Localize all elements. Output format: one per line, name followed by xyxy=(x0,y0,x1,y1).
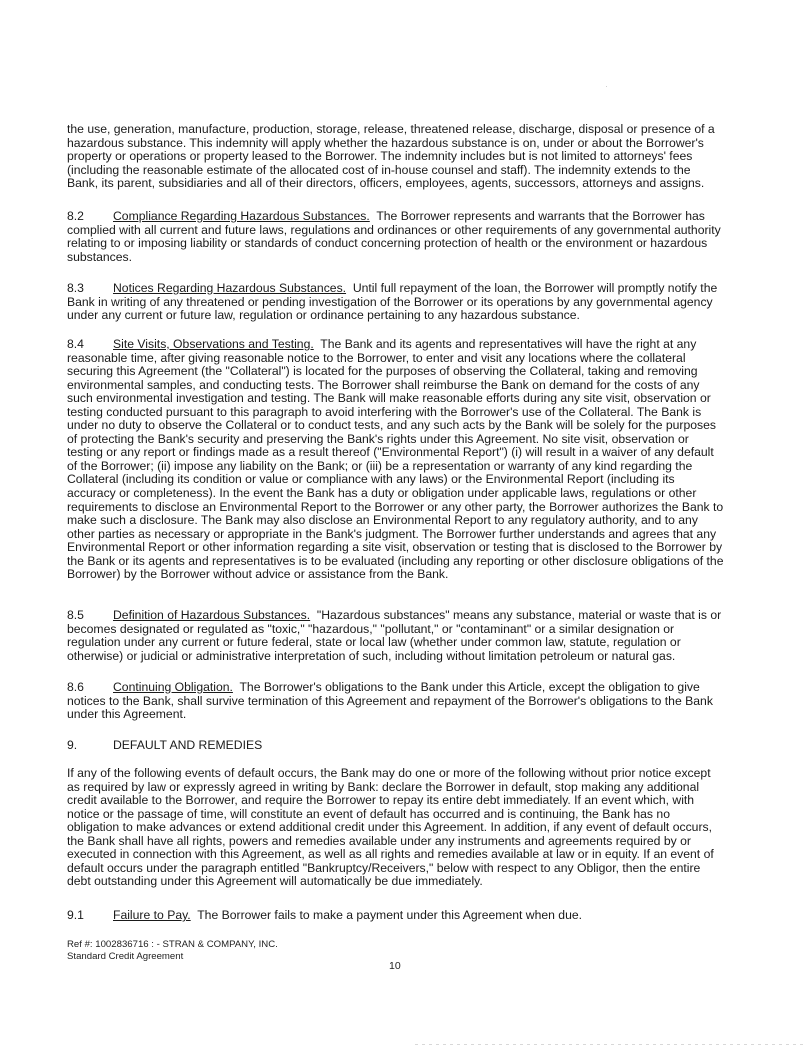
section-8-2 xyxy=(67,210,757,264)
text-line: The Borrower fails to make a payment under this Agreement when due. xyxy=(190,908,583,922)
text-line: securing this Agreement (the "Collateral") is located for the purposes of observing the Collateral, taking and removing xyxy=(67,364,698,379)
section-number: 8.3 xyxy=(67,281,84,295)
text-line: The Bank and its agents and representatives will have the right at any xyxy=(313,337,697,351)
section-heading: Compliance Regarding Hazardous Substances. xyxy=(113,209,370,223)
article-9-paragraph xyxy=(67,767,757,889)
text-line: substances. xyxy=(67,249,133,264)
text-line: testing conducted pursuant to this paragraph to avoid interfering with the Borrower's use of the Collateral. The Bank is xyxy=(67,404,702,419)
text-line: testing or any report or findings made as a result thereof ("Environmental Report") (i) will result in a waiver of any default xyxy=(67,445,714,460)
section-heading: Definition of Hazardous Substances. xyxy=(113,608,311,622)
text-line: relating to or imposing liability or standards of conduct concerning protection of health or the environment or hazardous xyxy=(67,236,708,251)
text-line: under any current or future law, regulation or ordinance pertaining to any hazardous substance. xyxy=(67,308,580,323)
section-heading: Continuing Obligation. xyxy=(113,680,233,694)
text-line: The Borrower's obligations to the Bank under this Article, except the obligation to give xyxy=(232,680,700,694)
text-line: under no duty to observe the Collateral or to conduct tests, and any such acts by the Bank will be solely for the purposes xyxy=(67,418,717,433)
text-line: Environmental Report or other information regarding a site visit, observation or testing that is disclosed to the Borrower by xyxy=(67,540,723,555)
text-line: Borrower) by the Borrower without advice or assistance from the Bank. xyxy=(67,567,449,582)
article-9-heading xyxy=(67,739,757,753)
text-line: notices to the Bank, shall survive termination of this Agreement and repayment of the Borrower's obligations to the Bank xyxy=(67,693,713,708)
section-heading: Site Visits, Observations and Testing. xyxy=(113,337,314,351)
section-heading: Failure to Pay. xyxy=(113,908,191,922)
text-line: credit available to the Borrower, and require the Borrower to repay its entire debt immediately. If an event which, with xyxy=(67,793,695,808)
footer-doc-title: Standard Credit Agreement xyxy=(67,950,184,962)
text-line: debt outstanding under this Agreement will automatically be due immediately. xyxy=(67,874,483,889)
section-8-4 xyxy=(67,338,757,582)
text-line: of the Borrower; (ii) impose any liability on the Bank; or (iii) be a representation or warranty of any kind regarding the xyxy=(67,458,693,473)
scan-artifact xyxy=(415,1044,805,1045)
text-line: Bank in writing of any threatened or pending investigation of the Borrower or its operations by any governmental agency xyxy=(67,294,713,309)
text-line: otherwise) or judicial or administrative interpretation of such, including without limitation petroleum or natural gas. xyxy=(67,648,676,663)
page-number: 10 xyxy=(389,960,401,972)
page-footer xyxy=(67,939,278,962)
text-line: notice or the passage of time, will constitute an event of default has occurred and is continuing, the Bank has no xyxy=(67,806,670,821)
scan-artifact xyxy=(606,86,607,87)
text-line: The Borrower represents and warrants that the Borrower has xyxy=(369,209,705,223)
text-line: as required by law or expressly agreed in writing by Bank: declare the Borrower in default, stop making any additional xyxy=(67,779,700,794)
text-line: regulation under any current or future federal, state or local law (whether under common law, statute, regulation or xyxy=(67,635,681,650)
section-8-5 xyxy=(67,609,757,663)
text-line: under this Agreement. xyxy=(67,707,187,722)
text-line: property or operations or property leased to the Borrower. The indemnity includes but is not limited to attorneys' fees xyxy=(67,149,693,164)
text-line: Bank, its parent, subsidiaries and all of their directors, officers, employees, agents, successors, attorneys and assigns. xyxy=(67,176,705,191)
footer-ref: Ref #: 1002836716 : - STRAN & COMPANY, INC. xyxy=(67,939,278,950)
section-number: 8.2 xyxy=(67,209,84,223)
text-line: hazardous substance. This indemnity will apply whether the hazardous substance is on, under or about the Borrower's xyxy=(67,135,704,150)
text-line: complied with all current and future laws, regulations and ordinances or other requirements of any governmental authority xyxy=(67,222,721,237)
text-line: such environmental investigation and testing. The Bank will make reasonable efforts during any site visit, observation or xyxy=(67,391,711,406)
text-line: make such a disclosure. The Bank may also disclose an Environmental Report to any regulatory authority, and to any xyxy=(67,513,698,528)
text-line: executed in connection with this Agreement, as well as all rights and remedies available at law or in equity. If an event of xyxy=(67,847,714,862)
text-line: default occurs under the paragraph entitled "Bankruptcy/Receivers," below with respect to any Obligor, then the entire xyxy=(67,860,701,875)
section-8-6 xyxy=(67,681,757,722)
continuation-paragraph xyxy=(67,123,757,191)
article-number: 9. xyxy=(67,738,78,752)
text-line: "Hazardous substances" means any substance, material or waste that is or xyxy=(310,608,722,622)
text-line: environmental samples, and conducting tests. The Borrower shall reimburse the Bank on demand for the costs of any xyxy=(67,377,700,392)
section-number: 8.5 xyxy=(67,608,84,622)
text-line: Until full repayment of the loan, the Borrower will promptly notify the xyxy=(346,281,718,295)
text-line: the Bank shall have all rights, powers and remedies available under any instruments and agreements required by or xyxy=(67,833,691,848)
text-line: Collateral (including its condition or value or compliance with any laws) or the Environmental Report (including its xyxy=(67,472,675,487)
text-line: of protecting the Bank's security and preserving the Bank's rights under this Agreement. No site visit, observation or xyxy=(67,431,689,446)
article-title: DEFAULT AND REMEDIES xyxy=(113,738,263,752)
text-line: reasonable time, after giving reasonable notice to the Borrower, to enter and visit any locations where the collateral xyxy=(67,350,686,365)
text-line: other parties as necessary or appropriate in the Bank's judgment. The Borrower further understands and agrees that any xyxy=(67,526,717,541)
section-number: 8.4 xyxy=(67,337,84,351)
section-number: 9.1 xyxy=(67,908,84,922)
text-line: the use, generation, manufacture, production, storage, release, threatened release, discharge, disposal or presence of a xyxy=(67,122,715,136)
text-line: obligation to make advances or extend additional credit under this Agreement. In addition, if any event of default occurs, xyxy=(67,820,712,835)
text-line: accuracy or completeness). In the event the Bank has a duty or obligation under applicable laws, regulations or other xyxy=(67,486,697,501)
text-line: requirements to disclose an Environmental Report to the Borrower or any other party, the Borrower authorizes the Bank to xyxy=(67,499,724,514)
section-heading: Notices Regarding Hazardous Substances. xyxy=(113,281,347,295)
text-line: If any of the following events of default occurs, the Bank may do one or more of the following without prior notice except xyxy=(67,766,711,780)
section-9-1 xyxy=(67,909,757,923)
section-number: 8.6 xyxy=(67,680,84,694)
text-line: the Bank or its agents and representatives is to be evaluated (including any reporting or other disclosure obligations of the xyxy=(67,553,724,568)
text-line: becomes designated or regulated as "toxic," "hazardous," "pollutant," or "contaminant" or a similar designation or xyxy=(67,621,675,636)
text-line: (including the reasonable estimate of the allocated cost of in-house counsel and staff). The indemnity extends to the xyxy=(67,162,691,177)
section-8-3 xyxy=(67,282,757,323)
